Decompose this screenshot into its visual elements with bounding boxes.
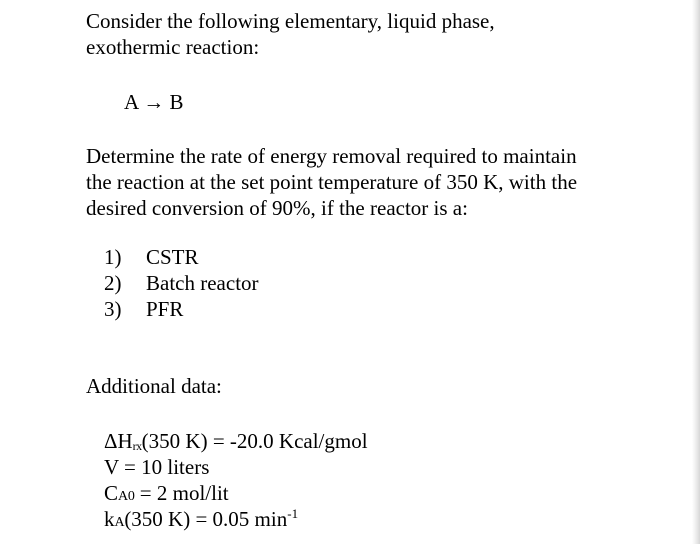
ka-exponent: -1	[287, 506, 299, 521]
page-edge-shadow	[692, 0, 700, 544]
problem-question	[86, 143, 666, 221]
dh-value: (350 K) = -20.0 Kcal/gmol	[141, 429, 368, 453]
list-item-label: Batch reactor	[146, 271, 259, 295]
list-item-number: 1)	[104, 245, 122, 269]
question-line-1: Determine the rate of energy removal required to maintain	[86, 144, 577, 168]
list-item	[104, 244, 259, 270]
dh-subscript: rx	[132, 439, 142, 453]
reactor-list	[104, 244, 259, 322]
volume-line: V = 10 liters	[104, 455, 210, 479]
list-item-number: 3)	[104, 297, 122, 321]
question-line-2: the reaction at the set point temperature of 350 K, with the	[86, 170, 578, 194]
list-item	[104, 270, 259, 296]
ca0-value: = 2 mol/lit	[134, 481, 229, 505]
ka-subscript: A	[114, 515, 125, 530]
ca0-subscript: A0	[118, 489, 135, 504]
reaction-equation: A → B	[124, 90, 184, 114]
ka-symbol: k	[104, 507, 115, 531]
list-item-number: 2)	[104, 271, 122, 295]
list-item-label: CSTR	[146, 245, 199, 269]
heat-of-reaction-line	[104, 428, 368, 454]
additional-data-heading: Additional data:	[86, 374, 222, 398]
dh-symbol: ΔH	[104, 429, 133, 453]
rate-constant-line	[104, 506, 368, 532]
list-item	[104, 296, 259, 322]
ca0-symbol: C	[104, 481, 119, 505]
problem-intro	[86, 8, 646, 60]
question-line-3: desired conversion of 90%, if the reactor is a:	[86, 196, 468, 220]
initial-concentration-line	[104, 480, 368, 506]
intro-line-2: exothermic reaction:	[86, 35, 260, 59]
ka-value: (350 K) = 0.05 min	[124, 507, 288, 531]
additional-data-list	[104, 428, 368, 532]
list-item-label: PFR	[146, 297, 184, 321]
intro-line-1: Consider the following elementary, liquid phase,	[86, 9, 495, 33]
